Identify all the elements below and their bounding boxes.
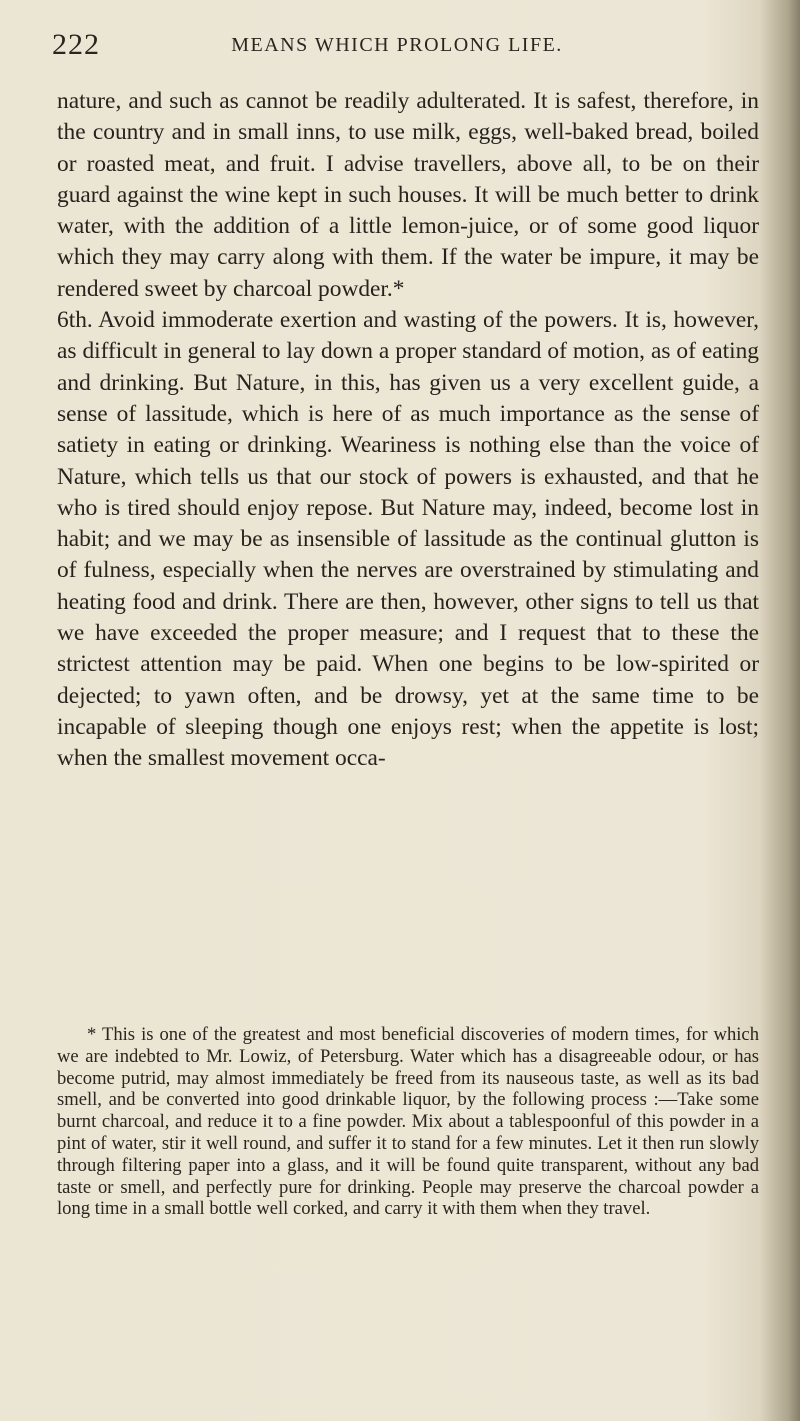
body-text xyxy=(57,86,759,775)
page-edge-shadow xyxy=(760,0,800,1421)
paragraph-continued: nature, and such as cannot be readily adulterated. It is safest, therefore, in the country and in small inns, to use milk, eggs, well-baked bread, boiled or roasted meat, and fruit. I advise travellers, above all, to be on their guard against the wine kept in such houses. It will be much better to drink water, with the addition of a little lemon-juice, or of some good liquor which they may carry along with them. If the water be impure, it may be rendered sweet by charcoal powder.* xyxy=(57,88,759,302)
page-header xyxy=(52,28,742,68)
running-head: MEANS WHICH PROLONG LIFE. xyxy=(231,34,563,56)
footnote-text: * This is one of the greatest and most beneficial discoveries of modern times, for which we are indebted to Mr. Lowiz, of Petersburg. Water which has a disagreeable odour, or has become putrid, may almost immediately be freed from its nauseous taste, as well as its bad smell, and be converted into good drinkable liquor, by the following process :—Take some burnt charcoal, and reduce it to a fine powder. Mix about a tablespoonful of this powder in a pint of water, stir it well round, and suffer it to stand for a few minutes. Let it then run slowly through filtering paper into a glass, and it will be found quite transparent, without any bad taste or smell, and perfectly pure for drinking. People may preserve the charcoal powder a long time in a small bottle well corked, and carry it with them when they travel. xyxy=(57,1024,759,1220)
page-number: 222 xyxy=(52,28,100,61)
paragraph-sixth-rule: 6th. Avoid immoderate exertion and wasting of the powers. It is, however, as difficult in general to lay down a proper standard of motion, as of eating and drinking. But Nature, in this, has given us a very excellent guide, a sense of lassitude, which is here of as much importance as the sense of satiety in eating or drinking. Weariness is nothing else than the voice of Nature, which tells us that our stock of powers is exhausted, and that he who is tired should enjoy repose. But Nature may, indeed, become lost in habit; and we may be as insensible of lassitude as the continual glutton is of fulness, especially when the nerves are overstrained by stimulating and heating food and drink. There are then, however, other signs to tell us that we have exceeded the proper measure; and I request that to these the strictest attention may be paid. When one begins to be low-spirited or dejected; to yawn often, and be drowsy, yet at the same time to be incapable of sleeping though one enjoys rest; when the appetite is lost; when the smallest movement occa- xyxy=(57,307,759,772)
footnote xyxy=(57,1024,759,1220)
